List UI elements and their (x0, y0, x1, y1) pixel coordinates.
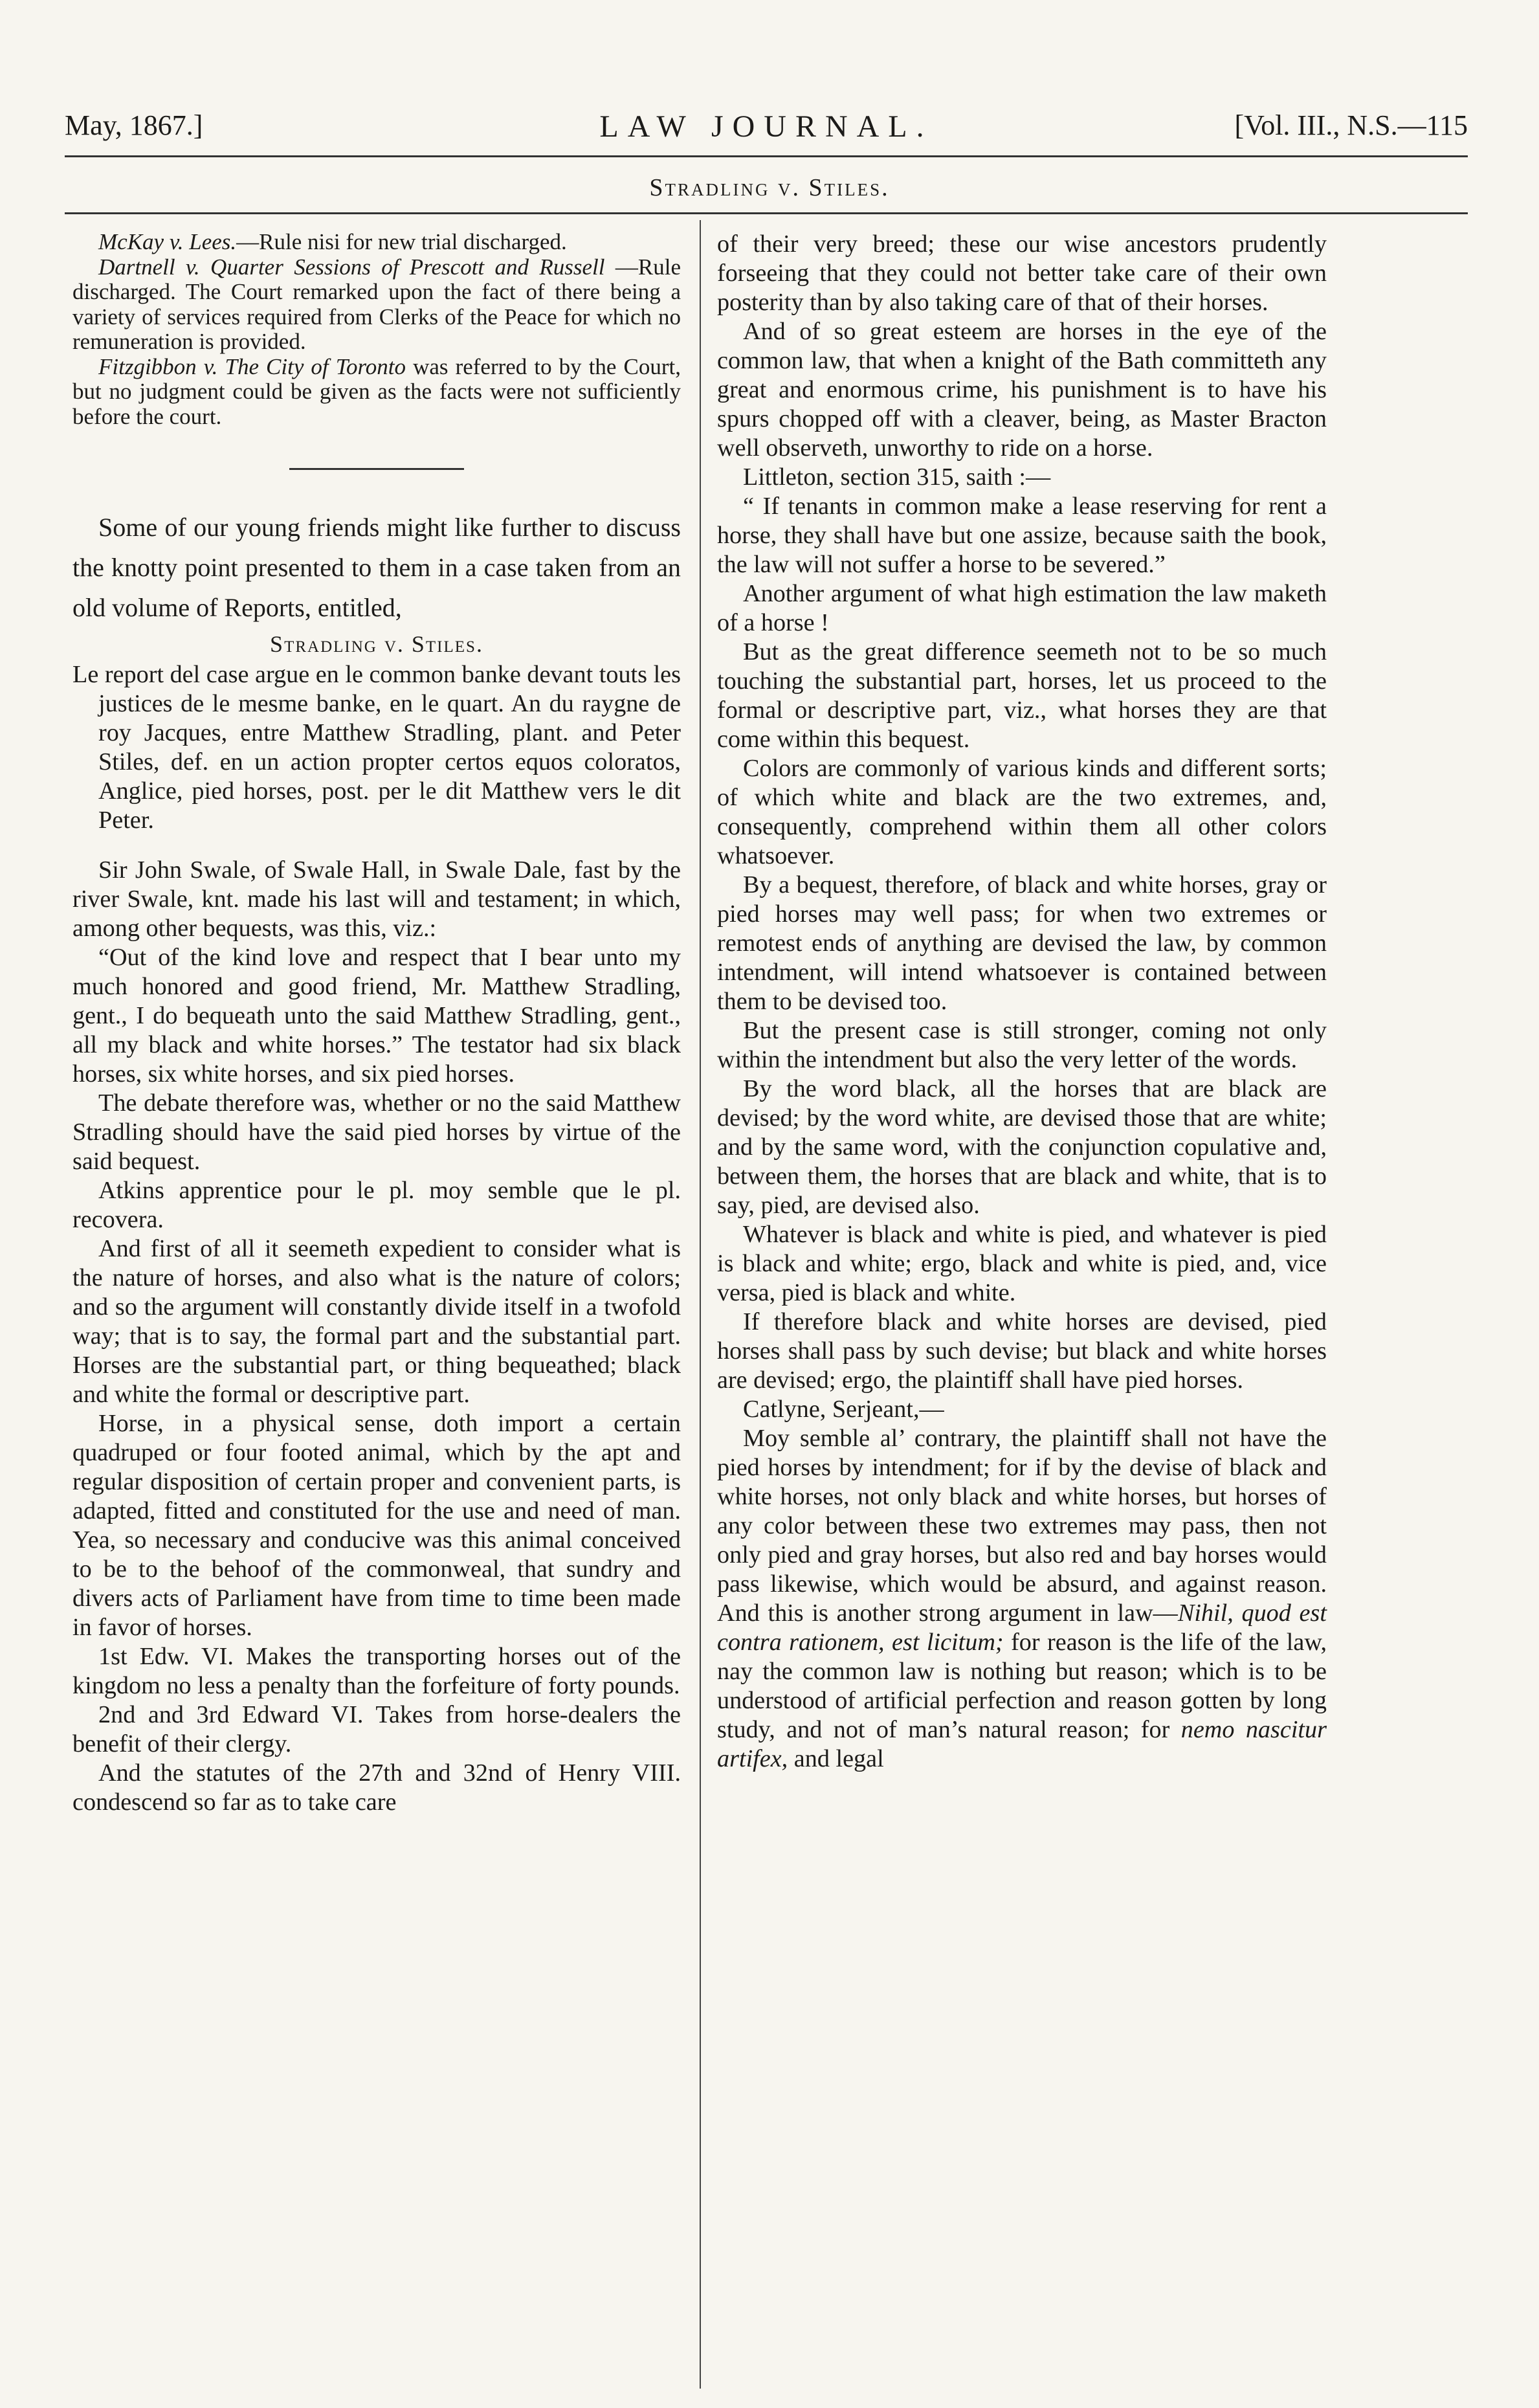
body-paragraph: And of so great esteem are horses in the eye of the common law, that when a knight of the Bath committeth any great and enormous crime, his punishment is to have his spurs chopped off with a cleaver, being, as Master Bracton well observeth, unworthy to ride on a horse. (717, 318, 1327, 462)
body-paragraph: Catlyne, Serjeant,— (743, 1396, 944, 1423)
intro-block (72, 507, 681, 628)
case-note-name: McKay v. Lees. (98, 229, 237, 254)
case-title-rule (65, 212, 1468, 214)
body-paragraph: Littleton, section 315, saith :— (743, 463, 1051, 491)
body-paragraph: of their very breed; these our wise ancestors prudently forseeing that they could not better take care of their own posterity than by also taking care of that of their horses. (717, 230, 1327, 316)
report-subtitle: Stradling v. Stiles. (270, 631, 483, 657)
section-separator (289, 468, 464, 470)
latin-maxim: nemo nascitur artifex, (717, 1716, 1327, 1772)
body-paragraph: And the statutes of the 27th and 32nd of Henry VIII. condescend so far as to take care (72, 1759, 681, 1816)
report-heading: Le report del case argue en le common banke devant touts les justices de le mesme banke, en le quart. An du raygne de roy Jacques, entre Matthew Stradling, plant. and Peter Stiles, def. en un action propter certos equos coloratos, Anglice, pied horses, post. per le dit Matthew vers le dit Peter. (72, 661, 681, 834)
case-title: Stradling v. Stiles. (649, 174, 890, 201)
body-paragraph: Sir John Swale, of Swale Hall, in Swale Dale, fast by the river Swale, knt. made his last will and testament; in which, among other bequests, was this, viz.: (72, 856, 681, 942)
body-paragraph: “Out of the kind love and respect that I bear unto my much honored and good friend, Mr. Matthew Stradling, gent., I do bequeath unto the said Matthew Stradling, gent., all my black and white horses.” The testator had six black horses, six white horses, and six pied horses. (72, 944, 681, 1087)
paragraph-text: for reason is the life of the law, nay the common law is nothing but reason; which is to be understood of artificial perfection and reason gotten by long study, and not of man’s natural reason; for (717, 1629, 1327, 1743)
body-paragraph: By the word black, all the horses that are black are devised; by the word white, are devised those that are white; and by the same word, with the conjunction copulative and, between them, the horses that are black and white, that is to say, pied, are devised also. (717, 1075, 1327, 1219)
body-paragraph: “ If tenants in common make a lease reserving for rent a horse, they shall have but one assize, because saith the book, the law will not suffer a horse to be severed.” (717, 493, 1327, 578)
header-date: May, 1867.] (65, 109, 203, 141)
body-paragraph: But the present case is still stronger, coming not only within the intendment but also the very letter of the words. (717, 1017, 1327, 1073)
case-note-text: —Rule nisi for new trial discharged. (236, 229, 567, 254)
left-column (72, 230, 681, 1817)
body-paragraph: But as the great difference seemeth not to be so much touching the substantial part, horses, let us proceed to the formal or descriptive part, viz., what horses they are that come within this bequest. (717, 638, 1327, 753)
body-paragraph: Colors are commonly of various kinds and different sorts; of which white and black are the two extremes, and, consequently, comprehend within them all other colors whatsoever. (717, 755, 1327, 869)
body-paragraph: 2nd and 3rd Edward VI. Takes from horse-dealers the benefit of their clergy. (72, 1701, 681, 1757)
body-paragraph: The debate therefore was, whether or no the said Matthew Stradling should have the said pied horses by virtue of the said bequest. (72, 1089, 681, 1175)
body-paragraph: By a bequest, therefore, of black and white horses, gray or pied horses may well pass; for when two extremes or remotest ends of anything are devised the law, by common intendment, will intend whatsoever is contained between them to be devised too. (717, 871, 1327, 1015)
case-note-text: —Rule discharged. The Court remarked upon the fact of there being a variety of services required from Clerks of the Peace for which no remuneration is provided. (72, 254, 681, 354)
body-paragraph: Horse, in a physical sense, doth import a certain quadruped or four footed animal, which by the apt and regular disposition of certain proper and convenient parts, is adapted, fitted and constituted for the use and need of man. Yea, so necessary and conducive was this animal conceived to be to the behoof of the commonweal, that sundry and divers acts of Parliament have from time to time been made in favor of horses. (72, 1410, 681, 1641)
body-paragraph: And first of all it seemeth expedient to consider what is the nature of horses, and also what is the nature of colors; and so the argument will constantly divide itself in a twofold way; that is to say, the formal part and the substantial part. Horses are the substantial part, or thing bequeathed; black and white the formal or descriptive part. (72, 1235, 681, 1408)
case-note (72, 255, 681, 355)
case-note-name: Fitzgibbon v. The City of Toronto (98, 353, 406, 379)
header-rule (65, 155, 1468, 157)
case-note (72, 230, 681, 255)
case-notes (72, 230, 681, 429)
body-paragraph: Whatever is black and white is pied, and whatever is pied is black and white; ergo, black and white is pied, and, vice versa, pied is black and white. (717, 1221, 1327, 1306)
body-paragraph: Atkins apprentice pour le pl. moy semble que le pl. recovera. (72, 1177, 681, 1233)
body-paragraph: Another argument of what high estimation the law maketh of a horse ! (717, 580, 1327, 636)
body-paragraph (717, 1424, 1327, 1774)
intro-paragraph: Some of our young friends might like further to discuss the knotty point presented to them in a case taken from an old volume of Reports, entitled, (72, 513, 681, 622)
body-paragraph: 1st Edw. VI. Makes the transporting horses out of the kingdom no less a penalty than the forfeiture of forty pounds. (72, 1643, 681, 1699)
case-note-name: Dartnell v. Quarter Sessions of Prescott and Russell (98, 254, 605, 280)
running-header (65, 109, 1468, 161)
header-journal-title: LAW JOURNAL. (599, 109, 933, 144)
right-column (717, 230, 1327, 1774)
paragraph-text: and legal (788, 1745, 884, 1772)
column-divider (700, 220, 701, 2389)
case-note (72, 355, 681, 430)
case-note-text: was referred to by the Court, but no judgment could be given as the facts were not sufficiently before the court. (72, 353, 681, 429)
header-volume-page: [Vol. III., N.S.—115 (1234, 109, 1468, 141)
latin-maxim: Nihil, quod est contra rationem, est licitum; (717, 1600, 1327, 1656)
body-paragraph: If therefore black and white horses are devised, pied horses shall pass by such devise; but black and white horses are devised; ergo, the plaintiff shall have pied horses. (717, 1308, 1327, 1394)
paragraph-text: Moy semble al’ contrary, the plaintiff shall not have the pied horses by intendment; for if by the devise of black and white horses, not only black and white horses, but horses of any color between these two extremes may pass, then not only pied and gray horses, but also red and bay horses would pass likewise, which would be absurd, and against reason. And this is another strong argument in law— (717, 1425, 1327, 1627)
